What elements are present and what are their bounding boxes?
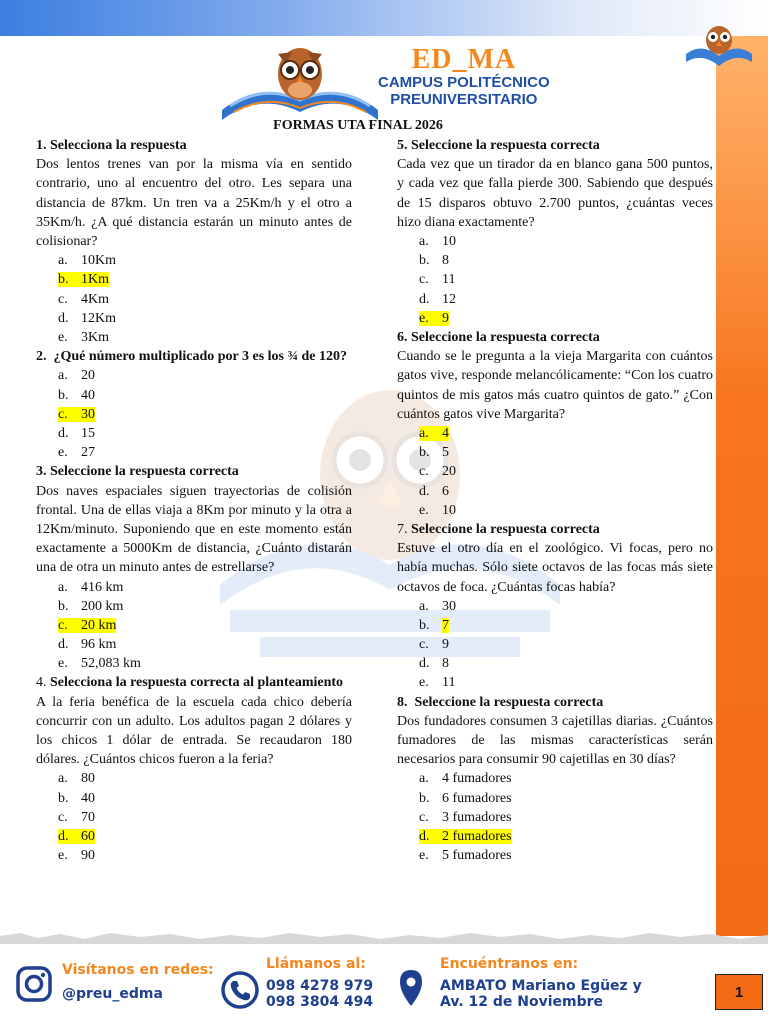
option-b[interactable]: b. 5 xyxy=(419,445,449,461)
option-c[interactable]: c. 3 fumadores xyxy=(419,809,512,825)
option-b[interactable]: b. 6 fumadores xyxy=(419,790,512,806)
option-a[interactable]: a. 416 km xyxy=(58,579,124,595)
question-text: Cada vez que un tirador da en blanco gana 500 puntos, y cada vez que falla pierde 300. Sabiendo que después de 15 disparos obtuvo 2.700 puntos, ¿cuántas veces hizo diana exactamente? xyxy=(397,157,713,230)
social-handle[interactable]: @preu_edma xyxy=(62,986,163,1002)
option-d[interactable]: d. 6 xyxy=(419,483,449,499)
option-e[interactable]: e. 3Km xyxy=(58,329,109,345)
option-c[interactable]: c. 11 xyxy=(419,272,456,288)
option-d[interactable]: d. 12Km xyxy=(58,310,116,326)
brand-line-1: CAMPUS POLITÉCNICO xyxy=(378,74,550,91)
option-b[interactable]: b. 200 km xyxy=(58,598,124,614)
brand-block xyxy=(378,44,550,108)
question-title: 6. Seleccione la respuesta correcta xyxy=(397,329,600,345)
location-block xyxy=(440,956,642,1010)
torn-paper-edge xyxy=(0,930,768,944)
question-title: 5. Seleccione la respuesta correcta xyxy=(397,138,600,153)
option-e[interactable]: e. 90 xyxy=(58,848,95,864)
phone-icon[interactable] xyxy=(220,970,260,1010)
question-text: Dos fundadores consumen 3 cajetillas diarias. ¿Cuántos fumadores de las mismas características serán necesarios para consumir 90 cajetillas en 30 días? xyxy=(397,713,713,768)
option-d[interactable]: d. 60 xyxy=(58,829,95,845)
phone-number-2[interactable]: 098 3804 494 xyxy=(266,994,374,1010)
option-b[interactable]: b. 8 xyxy=(419,253,449,269)
contact-block xyxy=(266,956,373,1010)
question-title: 8. Seleccione la respuesta correcta xyxy=(397,694,604,710)
options-list xyxy=(397,424,713,520)
question-5 xyxy=(397,136,713,328)
question-text: A la feria benéfica de la escuela cada chico debería concurrir con un adulto. Los adultos pagan 2 dólares y los chicos 1 dólar de entrada. Se recaudaron 180 dólares. ¿Cuántos chicos fueron a la feria? xyxy=(36,694,352,768)
option-c[interactable]: c. 70 xyxy=(58,809,95,825)
question-title: 4. Selecciona la respuesta correcta al planteamiento xyxy=(36,675,344,691)
brand-name: ED_MA xyxy=(411,44,517,75)
address-line-2: Av. 12 de Noviembre xyxy=(440,994,604,1010)
question-text: Cuando se le pregunta a la vieja Margarita con cuántos gatos vive, responde melancólicamente: “Con los cuatro quintos de mis gatos más cuatro quintos de gato.” ¿Con cuántos gatos vive Margarita? xyxy=(397,349,713,422)
page-number: 1 xyxy=(715,974,763,1010)
option-c[interactable]: c. 20 xyxy=(419,464,456,480)
option-d[interactable]: d. 8 xyxy=(419,656,449,672)
question-7 xyxy=(397,520,713,693)
call-heading: Llámanos al: xyxy=(266,956,366,972)
option-a[interactable]: a. 30 xyxy=(419,598,456,614)
question-title: 1. Selecciona la respuesta xyxy=(36,138,187,153)
option-c[interactable]: c. 20 km xyxy=(58,617,117,633)
option-b[interactable]: b. 1Km xyxy=(58,272,109,288)
option-e[interactable]: e. 27 xyxy=(58,445,95,461)
option-e[interactable]: e. 11 xyxy=(419,675,456,691)
options-list xyxy=(397,232,713,328)
option-c[interactable]: c. 30 xyxy=(58,406,95,422)
options-list xyxy=(36,366,352,462)
options-list xyxy=(36,578,352,674)
options-list xyxy=(397,597,713,693)
option-a[interactable]: a. 20 xyxy=(58,368,95,384)
option-d[interactable]: d. 12 xyxy=(419,291,456,307)
option-e[interactable]: e. 52,083 km xyxy=(58,656,141,672)
options-list xyxy=(36,251,352,347)
question-text: Dos lentos trenes van por la misma vía en sentido contrario, uno al encuentro del otro. Les separa una distancia de 87km. Un tren va a 25Km/h y el otro a 35Km/h. ¿A qué distancia estarán un minuto antes de colisionar? xyxy=(36,157,352,250)
question-3 xyxy=(36,462,352,673)
option-a[interactable]: a. 10Km xyxy=(58,253,116,269)
question-4 xyxy=(36,673,352,865)
question-1 xyxy=(36,136,352,347)
question-6 xyxy=(397,328,713,520)
option-a[interactable]: a. 10 xyxy=(419,234,456,250)
corner-logo-icon xyxy=(682,6,756,78)
option-a[interactable]: a. 80 xyxy=(58,771,95,787)
question-title: 7. Seleccione la respuesta correcta xyxy=(397,521,600,537)
option-c[interactable]: c. 4Km xyxy=(58,291,109,307)
question-title: 2. ¿Qué número multiplicado por 3 es los ¾ de 120? xyxy=(36,349,348,365)
option-e[interactable]: e. 5 fumadores xyxy=(419,848,512,864)
question-title: 3. Seleccione la respuesta correcta xyxy=(36,464,239,480)
question-2 xyxy=(36,347,352,462)
document-title: FORMAS UTA FINAL 2026 xyxy=(273,118,443,133)
right-column xyxy=(397,136,713,865)
brand-line-2: PREUNIVERSITARIO xyxy=(390,91,538,108)
option-c[interactable]: c. 9 xyxy=(419,637,449,653)
social-block xyxy=(62,962,214,1002)
top-gradient-bar xyxy=(0,0,768,36)
question-8 xyxy=(397,693,713,866)
location-heading: Encuéntranos en: xyxy=(440,956,579,972)
option-b[interactable]: b. 7 xyxy=(419,617,449,633)
option-e[interactable]: e. 9 xyxy=(419,310,449,326)
left-column xyxy=(36,136,352,865)
option-e[interactable]: e. 10 xyxy=(419,502,456,518)
option-d[interactable]: d. 15 xyxy=(58,425,95,441)
location-pin-icon[interactable] xyxy=(398,968,424,1008)
option-d[interactable]: d. 96 km xyxy=(58,637,117,653)
question-text: Estuve el otro día en el zoológico. Vi focas, pero no había muchas. Sólo siete octavos de las focas más siete octavos de foca. ¿Cuántas focas había? xyxy=(397,541,713,595)
option-b[interactable]: b. 40 xyxy=(58,387,95,403)
option-b[interactable]: b. 40 xyxy=(58,790,95,806)
option-a[interactable]: a. 4 xyxy=(419,425,449,441)
instagram-icon[interactable] xyxy=(14,964,54,1004)
options-list xyxy=(36,769,352,865)
option-d[interactable]: d. 2 fumadores xyxy=(419,829,512,845)
address-line-1: AMBATO Mariano Egüez y xyxy=(440,978,642,994)
phone-number-1[interactable]: 098 4278 979 xyxy=(266,978,374,994)
option-a[interactable]: a. 4 fumadores xyxy=(419,771,512,787)
question-text: Dos naves espaciales siguen trayectorias de colisión frontal. Una de ellas viaja a 8Km por minuto y la otra a 12Km/minuto. Suponiendo que en este momento están exactamente a 5000Km de distancia, ¿Cuánto distarán una de otra un minuto antes de estrellarse? xyxy=(36,483,352,576)
orange-side-strip xyxy=(716,36,768,936)
social-heading: Visítanos en redes: xyxy=(62,962,214,978)
options-list xyxy=(397,769,713,865)
